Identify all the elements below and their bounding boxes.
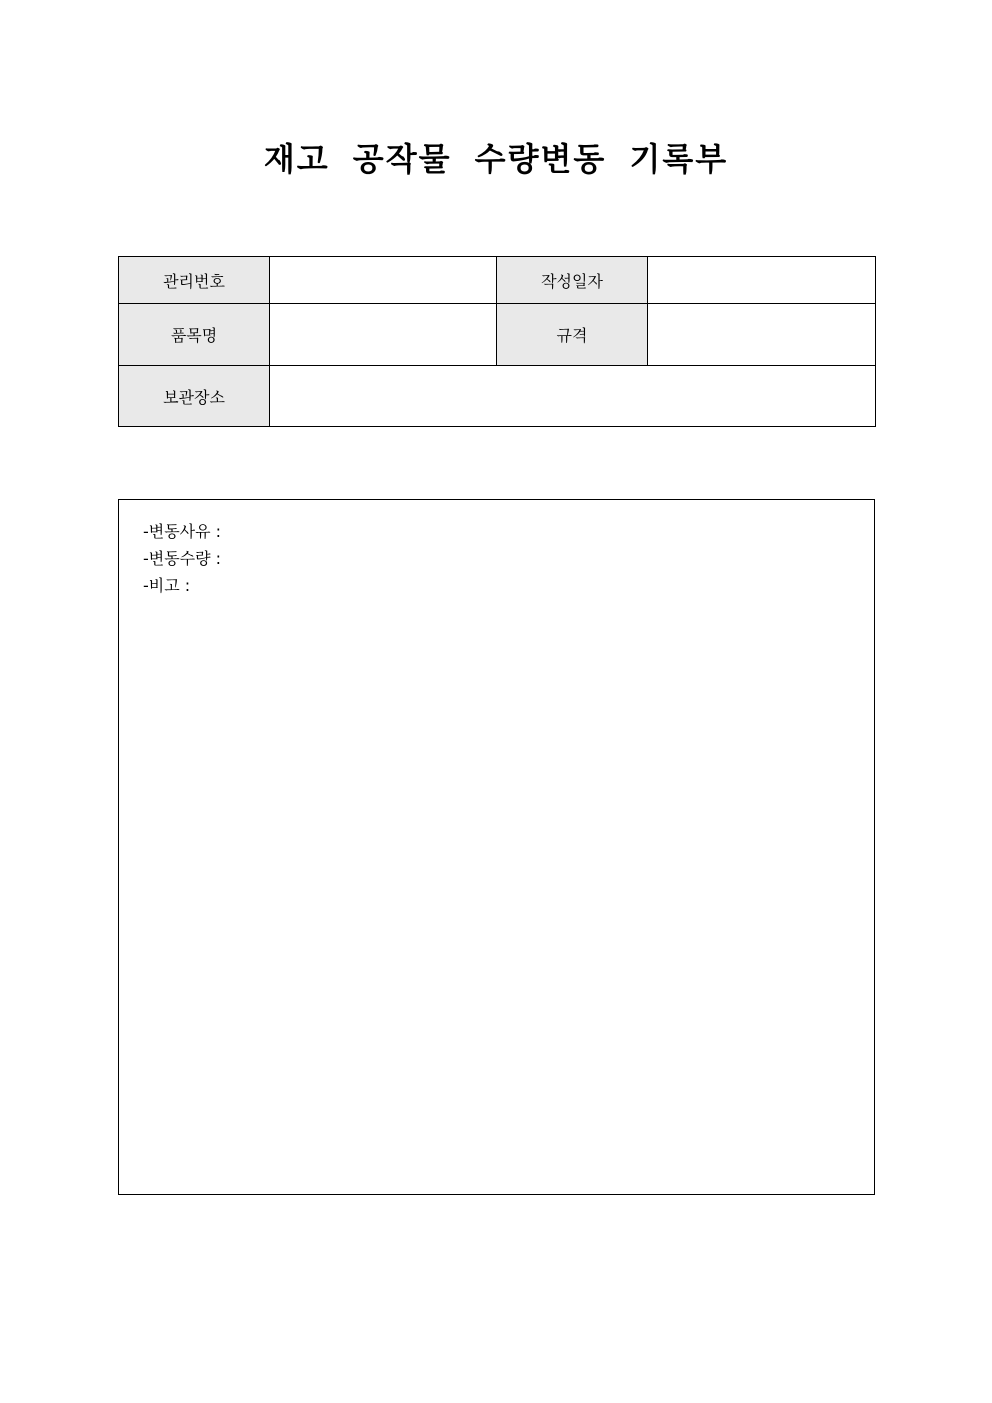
management-no-label: 관리번호 xyxy=(119,257,270,304)
storage-field[interactable] xyxy=(270,366,876,427)
document-title: 재고 공작물 수량변동 기록부 xyxy=(263,140,729,178)
change-reason-line: -변동사유 : xyxy=(143,522,222,541)
info-row-item xyxy=(119,304,876,366)
remarks-line: -비고 : xyxy=(143,576,191,595)
management-no-field[interactable] xyxy=(270,257,497,304)
date-field[interactable] xyxy=(648,257,876,304)
info-table xyxy=(118,256,876,427)
change-quantity-line: -변동수량 : xyxy=(143,549,222,568)
item-name-field[interactable] xyxy=(270,304,497,366)
storage-label: 보관장소 xyxy=(119,366,270,427)
spec-field[interactable] xyxy=(648,304,876,366)
item-name-label: 품목명 xyxy=(119,304,270,366)
spec-label: 규격 xyxy=(497,304,648,366)
date-label: 작성일자 xyxy=(497,257,648,304)
info-row-storage xyxy=(119,366,876,427)
notes-list xyxy=(119,500,874,599)
notes-box[interactable] xyxy=(118,499,875,1195)
info-row-management xyxy=(119,257,876,304)
